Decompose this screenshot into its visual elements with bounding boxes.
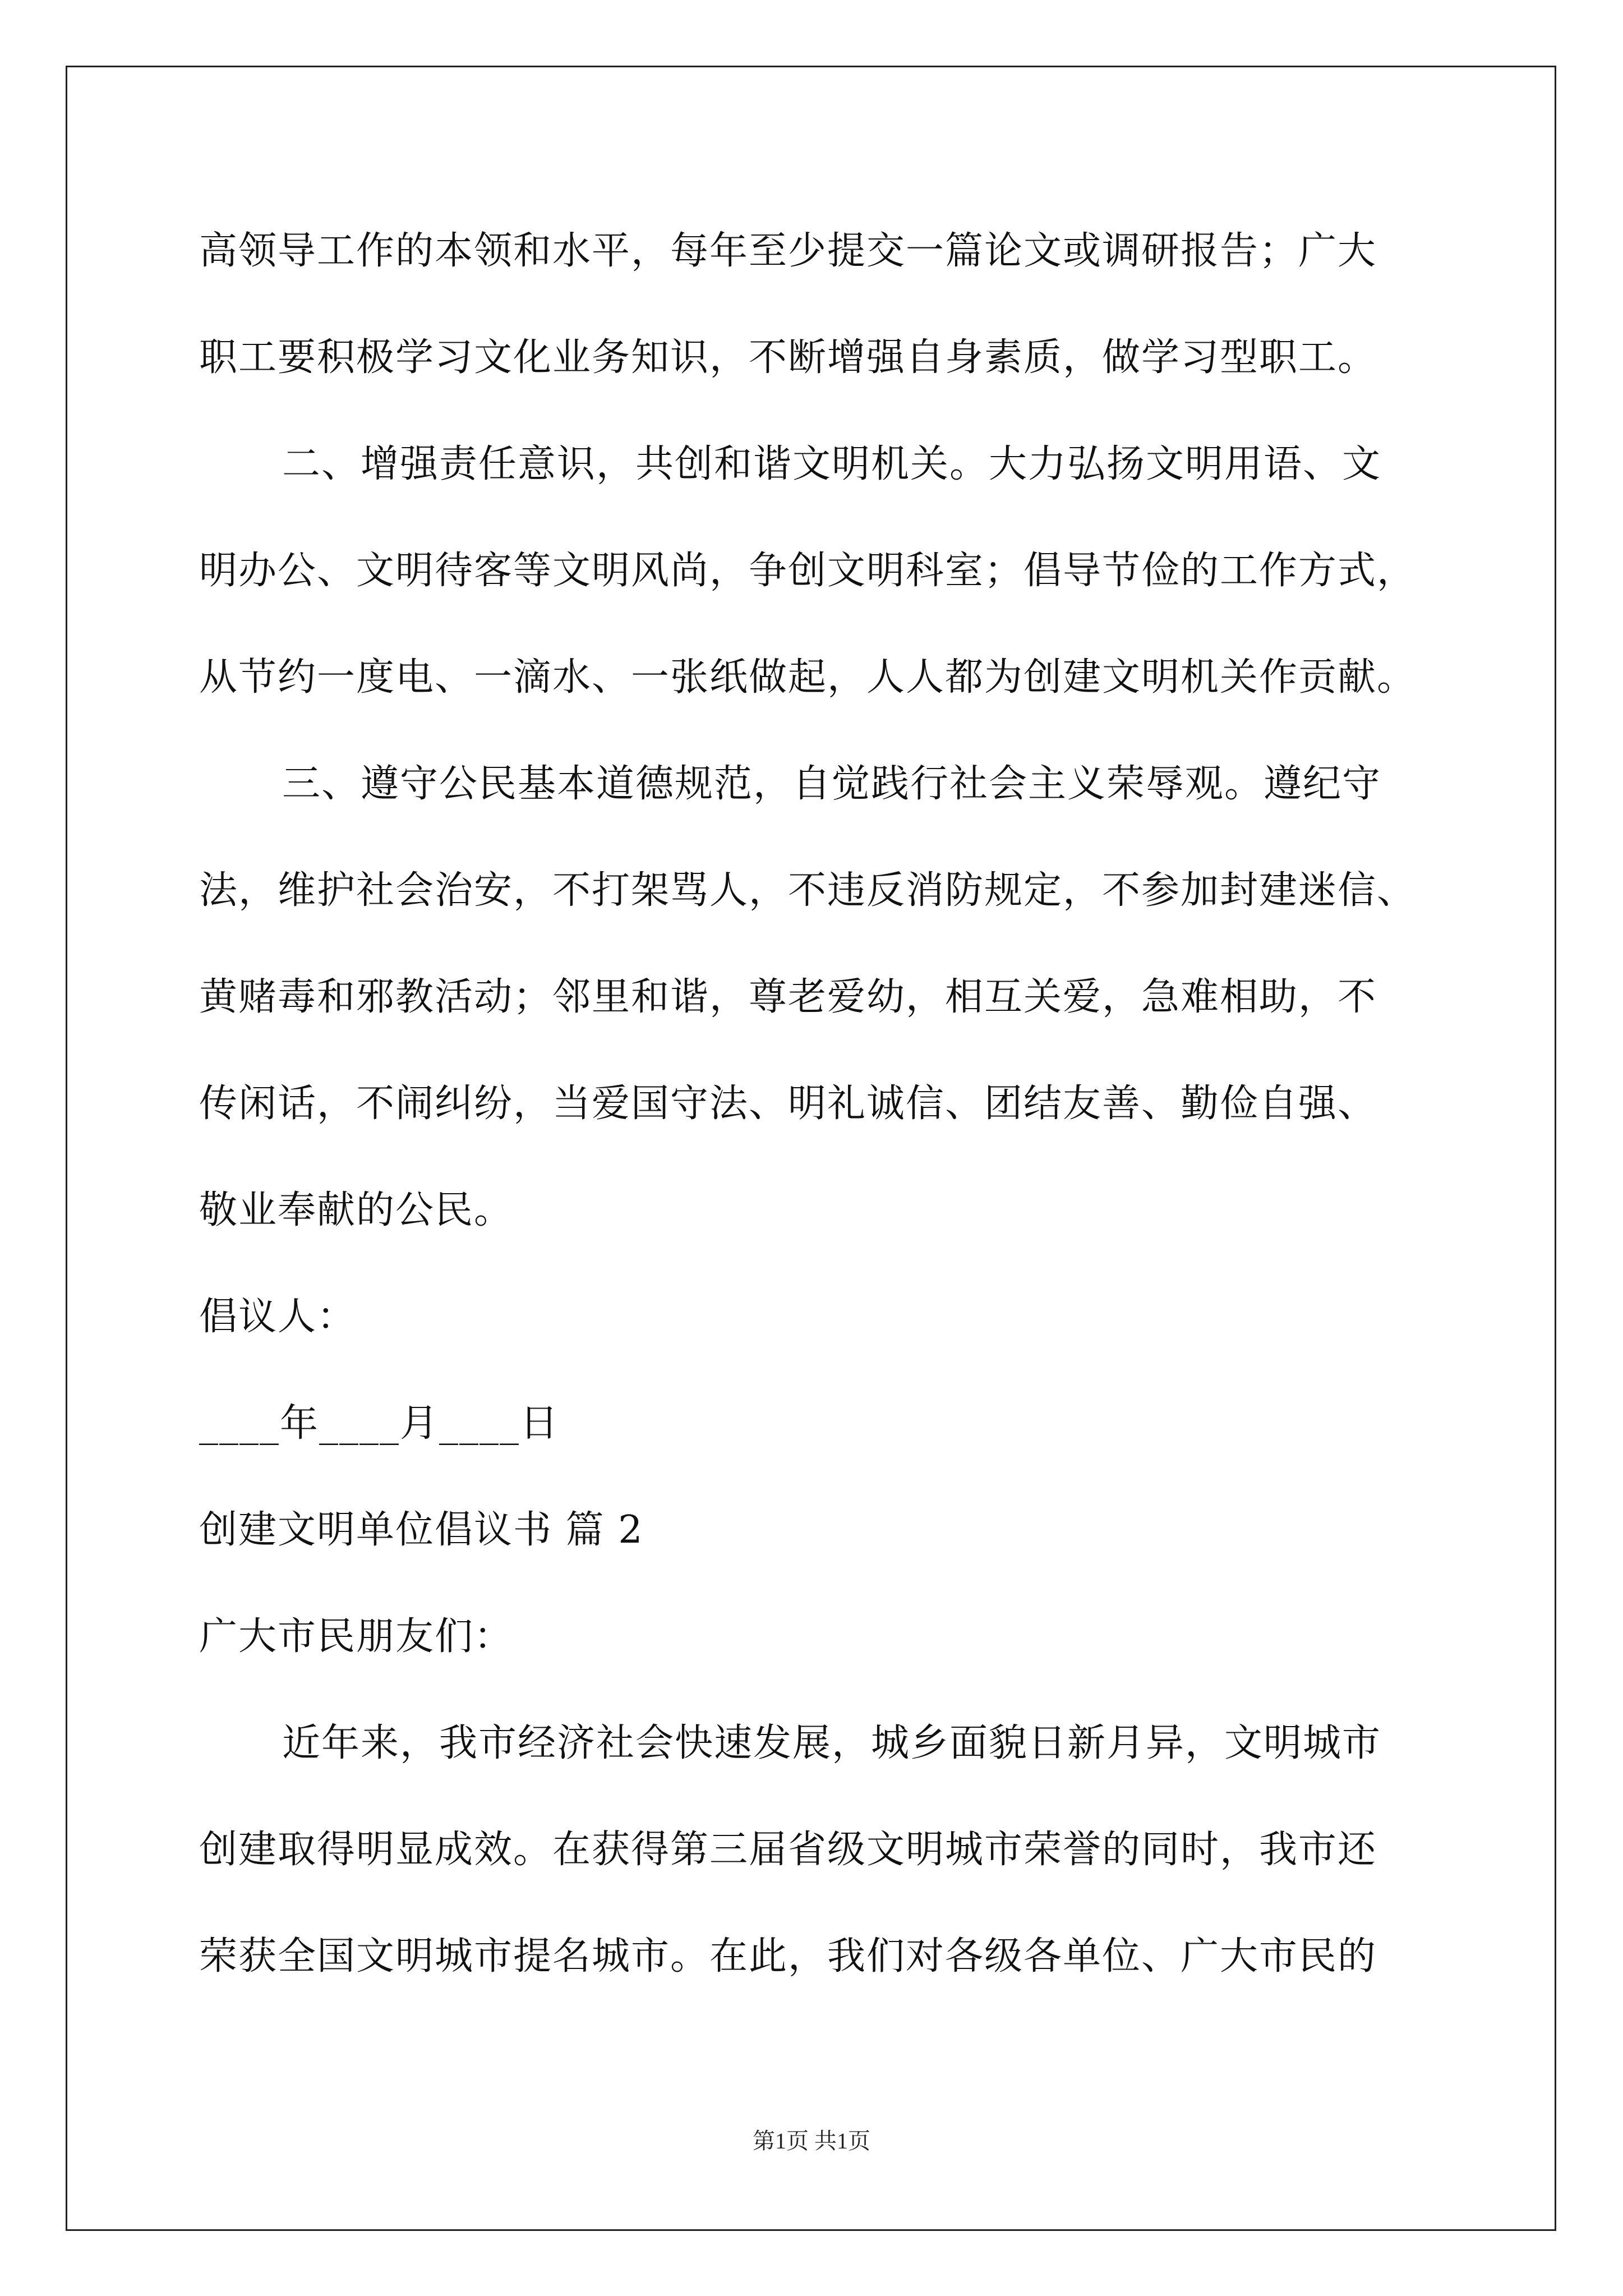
text-line: 创建取得明显成效。在获得第三届省级文明城市荣誉的同时，我市还 [199, 1828, 1377, 1872]
date-line: ____年____月____日 [199, 1401, 560, 1446]
text-line: 荣获全国文明城市提名城市。在此，我们对各级各单位、广大市民的 [199, 1934, 1377, 1978]
page-border [66, 66, 1556, 2231]
paragraph-start-line: 近年来，我市经济社会快速发展，城乡面貌日新月异，文明城市 [282, 1721, 1382, 1765]
page-footer: 第1页 共1页 [753, 2128, 870, 2154]
text-line: 明办公、文明待客等文明风尚，争创文明科室；倡导节俭的工作方式， [199, 549, 1417, 593]
text-line: 黄赌毒和邪教活动；邻里和谐，尊老爱幼，相互关爱，急难相助，不 [199, 975, 1377, 1019]
section-heading: 创建文明单位倡议书 篇 2 [199, 1508, 644, 1552]
signature-label: 倡议人： [199, 1295, 357, 1339]
text-line: 法，维护社会治安，不打架骂人，不违反消防规定，不参加封建迷信、 [199, 868, 1417, 913]
text-line: 职工要积极学习文化业务知识，不断增强自身素质，做学习型职工。 [199, 335, 1377, 380]
paragraph-start-line: 二、增强责任意识，共创和谐文明机关。大力弘扬文明用语、文 [282, 442, 1382, 486]
text-line: 从节约一度电、一滴水、一张纸做起，人人都为创建文明机关作贡献。 [199, 655, 1417, 700]
text-line: 敬业奉献的公民。 [199, 1188, 514, 1232]
paragraph-start-line: 三、遵守公民基本道德规范，自觉践行社会主义荣辱观。遵纪守 [282, 762, 1382, 806]
text-line: 传闲话，不闹纠纷，当爱国守法、明礼诚信、团结友善、勤俭自强、 [199, 1082, 1377, 1126]
text-line: 高领导工作的本领和水平，每年至少提交一篇论文或调研报告；广大 [199, 229, 1377, 273]
salutation: 广大市民朋友们： [199, 1614, 514, 1659]
